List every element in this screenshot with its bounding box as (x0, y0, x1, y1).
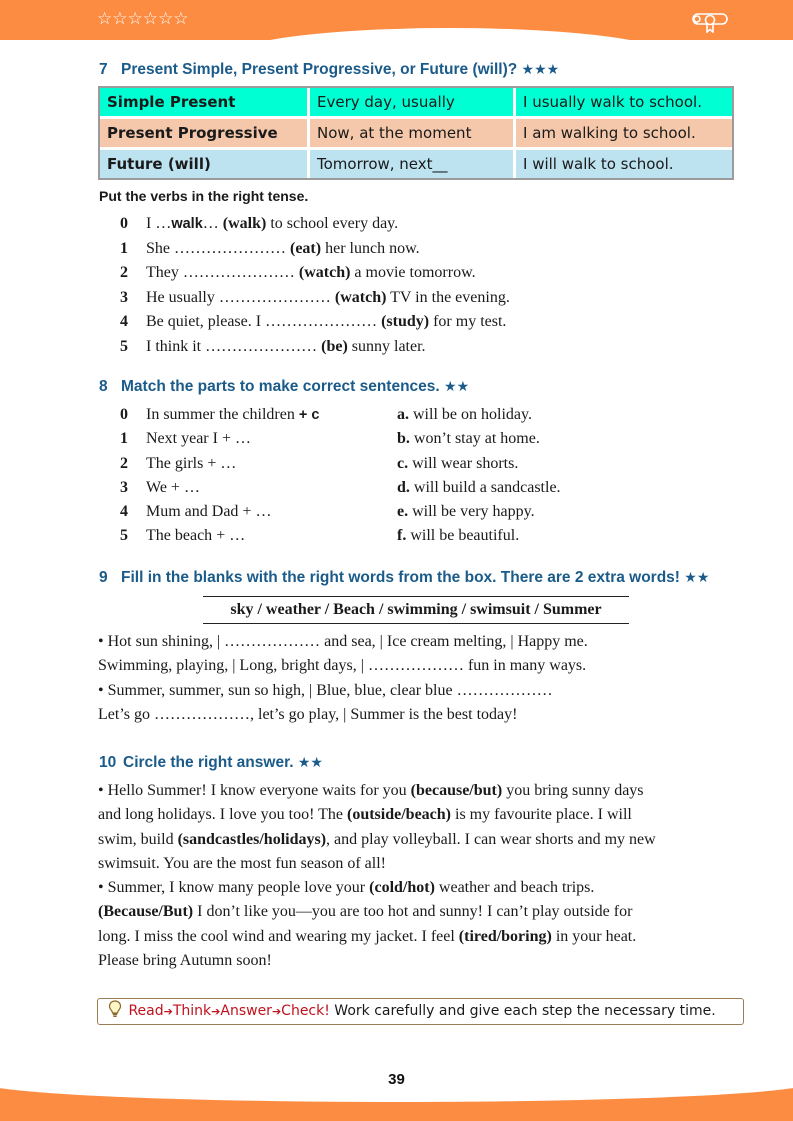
poem-line: Swimming, playing, | Long, bright days, | ……………… fun in many ways. (98, 657, 587, 675)
exercise-9-heading (99, 569, 709, 587)
tip-step: Read (128, 1003, 164, 1019)
exercise-title: Circle the right answer. (123, 754, 294, 771)
list-item: a. will be on holiday. (397, 406, 532, 423)
match-answer[interactable]: + … (170, 478, 200, 496)
exercise-title: Present Simple, Present Progressive, or Future (will)? (121, 61, 518, 78)
list-item: c. will wear shorts. (397, 454, 519, 472)
diploma-icon (689, 11, 731, 33)
text-line: • Summer, I know many people love your (cold/hot) weather and beach trips. (98, 879, 595, 897)
list-item: 4 Mum and Dad + … (120, 503, 272, 521)
list-item: b. won’t stay at home. (397, 430, 540, 448)
list-item: 3 We + … (120, 478, 200, 496)
tense-cue: Every day, usually (310, 88, 516, 119)
match-answer[interactable]: + … (216, 527, 246, 545)
arrow-icon: ➔ (211, 1005, 221, 1018)
answer-blank[interactable]: ………………… (174, 239, 290, 257)
difficulty-stars-icon: ☆☆☆☆☆☆ (97, 9, 189, 29)
exercise-9-poem (98, 630, 588, 727)
answer-choice[interactable]: (sandcastles/holidays) (177, 830, 327, 848)
text-line: swimsuit. You are the most fun season of all! (98, 854, 386, 872)
list-item: 2 The girls + … (120, 454, 237, 472)
exercise-number: 9 (99, 569, 108, 586)
exercise-7-items (120, 212, 510, 359)
match-answer: + c (298, 407, 320, 423)
text-line: swim, build (sandcastles/holidays), and play volleyball. I can wear shorts and my new (98, 830, 656, 848)
tip-step: Answer (220, 1003, 272, 1019)
answer-choice[interactable]: (outside/beach) (347, 806, 451, 824)
lightbulb-icon (106, 1000, 124, 1018)
text-line: Please bring Autumn soon! (98, 952, 272, 970)
arrow-icon: ➔ (163, 1005, 173, 1018)
tense-name: Future (will) (100, 150, 310, 178)
exercise-8-heading (99, 378, 469, 396)
list-item: 3 He usually ………………… (watch) TV in the evening. (120, 288, 510, 306)
exercise-number: 7 (99, 61, 108, 78)
example-answer: walk (171, 216, 203, 232)
tense-example: I will walk to school. (516, 150, 732, 178)
difficulty-stars-icon: ★★ (444, 379, 470, 395)
word-box: sky / weather / Beach / swimming / swimsuit / Summer (203, 596, 629, 624)
tip-step: Check! (281, 1003, 330, 1019)
list-item: e. will be very happy. (397, 503, 535, 521)
difficulty-stars-icon: ★★ (684, 570, 710, 586)
match-answer[interactable]: + … (207, 454, 237, 472)
tense-example: I usually walk to school. (516, 88, 732, 119)
list-item: 1 She ………………… (eat) her lunch now. (120, 239, 420, 257)
page-number: 39 (388, 1071, 405, 1088)
difficulty-stars-icon: ★★ (297, 755, 323, 771)
poem-line: • Summer, summer, sun so high, | Blue, blue, clear blue ……………… (98, 681, 553, 699)
table-row (100, 119, 732, 150)
tense-cue: Now, at the moment (310, 119, 516, 150)
arrow-icon: ➔ (271, 1005, 282, 1018)
list-item: 5 The beach + … (120, 527, 246, 545)
tense-name: Present Progressive (100, 119, 310, 150)
tense-cue: Tomorrow, next__ (310, 150, 516, 178)
difficulty-stars-icon: ★★★ (521, 62, 560, 78)
list-item: d. will build a sandcastle. (397, 478, 561, 496)
tense-example: I am walking to school. (516, 119, 732, 150)
exercise-number: 10 (99, 754, 117, 771)
exercise-7-heading (99, 61, 559, 79)
answer-blank[interactable]: ………………… (218, 288, 335, 306)
poem-line: Let’s go ………………, let’s go play, | Summer is the best today! (98, 705, 518, 723)
table-row (100, 150, 732, 178)
exercise-7-instruction: Put the verbs in the right tense. (99, 188, 309, 204)
text-line: • Hello Summer! I know everyone waits for you (because/but) you bring sunny days (98, 782, 644, 799)
text-line: and long holidays. I love you too! The (outside/beach) is my favourite place. I will (98, 806, 632, 824)
list-item: 2 They ………………… (watch) a movie tomorrow. (120, 264, 476, 281)
answer-choice[interactable]: (tired/boring) (458, 927, 552, 945)
list-item: f. will be beautiful. (397, 527, 520, 545)
exercise-number: 8 (99, 378, 108, 395)
list-item: 1 Next year I + … (120, 430, 251, 448)
tense-name: Simple Present (100, 88, 310, 119)
list-item: 0 In summer the children + c (120, 406, 320, 423)
list-item: 0 I …walk… (walk) to school every day. (120, 215, 399, 232)
match-answer[interactable]: + … (221, 430, 251, 448)
table-row (100, 88, 732, 119)
list-item: 5 I think it ………………… (be) sunny later. (120, 337, 426, 355)
list-item: 4 Be quiet, please. I ………………… (study) for my test. (120, 313, 507, 330)
tense-table (98, 86, 734, 180)
text-line: long. I miss the cool wind and wearing my jacket. I feel (tired/boring) in your heat. (98, 927, 637, 945)
exercise-10-text (98, 779, 656, 973)
answer-blank[interactable]: ………………… (182, 264, 299, 281)
answer-choice[interactable]: (because/but) (410, 782, 503, 799)
answer-choice[interactable]: (cold/hot) (369, 879, 435, 897)
tip-message: Work carefully and give each step the necessary time. (329, 1003, 716, 1019)
match-answer[interactable]: + … (242, 503, 272, 521)
match-left-column (120, 403, 319, 549)
answer-blank[interactable]: ………………… (205, 337, 322, 355)
answer-blank[interactable]: ………………… (265, 313, 382, 330)
exercise-title: Match the parts to make correct sentences. (121, 378, 440, 395)
tip-step: Think (172, 1003, 212, 1019)
tip-box (97, 998, 744, 1025)
header-left-tab (0, 30, 225, 40)
exercise-title: Fill in the blanks with the right words from the box. There are 2 extra words! (121, 569, 680, 586)
text-line: (Because/But) I don’t like you—you are too hot and sunny! I can’t play outside for (98, 903, 633, 921)
answer-choice[interactable]: (Because/But) (98, 903, 194, 921)
exercise-10-heading (99, 754, 323, 772)
match-right-column (397, 403, 561, 549)
poem-line: • Hot sun shining, | ……………… and sea, | Ice cream melting, | Happy me. (98, 633, 588, 650)
